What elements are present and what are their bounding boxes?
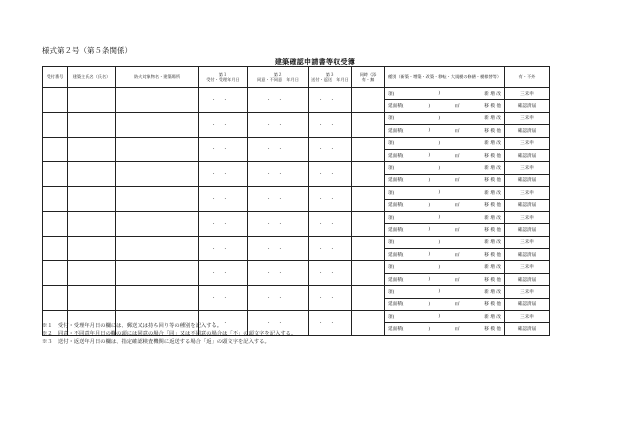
kind-new[interactable]: 新 [484,314,489,320]
kind-options [484,115,501,121]
cell-receipt-date[interactable]: ・・ [199,112,248,137]
cell-tag-bottom: 確認済届 [505,298,550,310]
kind-rebuild[interactable]: 改 [496,166,501,172]
cell-consent-date[interactable]: ・・ [248,236,309,261]
kind-model[interactable]: 模 [490,277,495,283]
kind-move[interactable]: 移 [484,203,489,209]
cell-kind-bottom [385,125,505,137]
cell-kind-top [385,112,505,124]
cell-tag-top: 三未申 [505,137,550,149]
kind-rebuild[interactable]: 改 [496,116,501,122]
cell-kind-top [385,261,505,273]
cell-tag-bottom: 確認済届 [505,224,550,236]
cell-kind-bottom [385,298,505,310]
kind-extend[interactable]: 増 [490,91,495,97]
kind-extend[interactable]: 増 [490,215,495,221]
kind-options [484,215,501,221]
paren-close: ) [438,215,441,221]
kou-label: 項( [388,314,395,320]
cell-tag-bottom: 確認済届 [505,100,550,112]
header-send-no: 第３ [325,71,335,77]
kind-options [484,289,501,295]
kind-rebuild[interactable]: 改 [496,215,501,221]
cell-tag-bottom: 確認済届 [505,273,550,285]
kind-new[interactable]: 新 [484,116,489,122]
kind-model[interactable]: 模 [490,302,495,308]
paren-close: ) [428,153,431,159]
cell-consent-date[interactable]: ・・ [248,311,309,336]
header-simultaneous-bottom: 有・無 [361,77,375,82]
cell-kind-top [385,88,505,100]
cell-tag-top: 三未申 [505,187,550,199]
header-kind: 種別（新築・増築・改築・移転・大規模の修繕・模様替等） [385,67,505,88]
cell-receipt-date[interactable]: ・・ [199,187,248,212]
cell-receipt-date[interactable]: ・・ [199,137,248,162]
kind-extend[interactable]: 増 [490,116,495,122]
paren-close: ) [428,177,431,183]
cell-send-date[interactable]: ・・ [309,162,352,187]
sqm-unit: ㎡ [454,153,460,159]
kind-extend[interactable]: 増 [490,314,495,320]
kind-move[interactable]: 移 [484,178,489,184]
footnotes [42,322,296,347]
kou-label: 項( [388,265,395,271]
kind-move[interactable]: 移 [484,252,489,258]
cell-simultaneous[interactable] [352,137,385,162]
cell-kind-top [385,286,505,298]
kind-extend[interactable]: 増 [490,190,495,196]
paren-close: ) [438,190,441,196]
cell-owner[interactable] [68,211,116,236]
kind-new[interactable]: 新 [484,289,489,295]
cell-consent-date[interactable]: ・・ [248,211,309,236]
cell-owner[interactable] [68,261,116,286]
kou-label: 項( [388,166,395,172]
cell-consent-date[interactable]: ・・ [248,261,309,286]
sqm-unit: ㎡ [454,203,460,209]
cell-number[interactable] [43,162,68,187]
cell-owner[interactable] [68,236,116,261]
cell-tag-bottom: 確認済届 [505,249,550,261]
kind-other[interactable]: 他 [496,104,501,110]
kind-new[interactable]: 新 [484,240,489,246]
header-receipt-date [199,67,248,88]
area-label: 延面積( [388,203,404,209]
kind-move[interactable]: 移 [484,104,489,110]
sqm-unit: ㎡ [454,178,460,184]
cell-receipt-date[interactable]: ・・ [199,311,248,336]
kind-other[interactable]: 他 [496,327,501,333]
table-row [43,162,550,174]
table-row [43,286,550,298]
table-header-row [43,67,550,88]
cell-tag-top: 三未申 [505,88,550,100]
cell-consent-date[interactable]: ・・ [248,162,309,187]
kind-options-2 [484,103,501,109]
cell-site[interactable] [116,137,199,162]
header-site: 防火対象物名・建築場所 [116,67,199,88]
cell-owner[interactable] [68,286,116,311]
cell-receipt-date[interactable]: ・・ [199,162,248,187]
kind-rebuild[interactable]: 改 [496,314,501,320]
cell-kind-top [385,137,505,149]
kind-options-2 [484,128,501,134]
kind-options-2 [484,202,501,208]
cell-kind-bottom [385,149,505,161]
paren-close: ) [428,202,431,208]
table-row [43,187,550,199]
kind-other[interactable]: 他 [496,128,501,134]
cell-simultaneous[interactable] [352,112,385,137]
kind-options-2 [484,326,501,332]
cell-number[interactable] [43,187,68,212]
paren-close: ) [438,314,441,320]
header-remarks: 有・不外 [505,67,550,88]
paren-close: ) [428,252,431,258]
kind-new[interactable]: 新 [484,141,489,147]
paren-close: ) [428,128,431,134]
footnote-1: ※１ 受付・受理年月日の欄には、郵送又は持ち回り等の種別を記入する。 [42,323,223,329]
header-simultaneous-top: 同時（添 [359,71,377,77]
sqm-unit: ㎡ [454,128,460,134]
cell-kind-bottom [385,100,505,112]
kind-extend[interactable]: 増 [490,240,495,246]
sqm-unit: ㎡ [454,104,460,110]
area-label: 延面積( [388,252,404,258]
kind-options [484,190,501,196]
kou-label: 項( [388,240,395,246]
kind-other[interactable]: 他 [496,178,501,184]
header-number: 受付番号 [43,67,68,88]
cell-kind-top [385,311,505,323]
cell-tag-bottom: 確認済届 [505,125,550,137]
kind-other[interactable]: 他 [496,153,501,159]
header-send-label: 送付・返送 年月日 [311,77,349,82]
kind-options [484,165,501,171]
sqm-unit: ㎡ [454,277,460,283]
kind-rebuild[interactable]: 改 [496,240,501,246]
cell-site[interactable] [116,261,199,286]
cell-receipt-date[interactable]: ・・ [199,261,248,286]
kind-model[interactable]: 模 [490,203,495,209]
cell-kind-bottom [385,199,505,211]
kind-other[interactable]: 他 [496,302,501,308]
kind-other[interactable]: 他 [496,203,501,209]
header-consent-no: 第２ [273,71,283,77]
table-row [43,88,550,100]
area-label: 延面積( [388,178,404,184]
cell-number[interactable] [43,112,68,137]
cell-number[interactable] [43,261,68,286]
kind-extend[interactable]: 増 [490,289,495,295]
kind-move[interactable]: 移 [484,128,489,134]
header-owner: 建築主氏名（氏名） [68,67,116,88]
header-send-date [309,67,352,88]
cell-kind-bottom [385,174,505,186]
kind-model[interactable]: 模 [490,153,495,159]
cell-simultaneous[interactable] [352,236,385,261]
cell-tag-top: 三未申 [505,286,550,298]
cell-kind-top [385,211,505,223]
paren-close: ) [438,165,441,171]
header-receipt-label: 受付・受理年月日 [206,77,240,82]
kind-move[interactable]: 移 [484,153,489,159]
kind-options-2 [484,227,501,233]
cell-receipt-date[interactable]: ・・ [199,211,248,236]
header-receipt-no: 第１ [218,71,228,77]
cell-consent-date[interactable]: ・・ [248,286,309,311]
area-label: 延面積( [388,128,404,134]
paren-close: ) [428,277,431,283]
kou-label: 項( [388,91,395,97]
area-label: 延面積( [388,153,404,159]
form-number-label: 様式第２号（第５条関係） [42,46,132,55]
kou-label: 項( [388,289,395,295]
cell-kind-top [385,236,505,248]
cell-receipt-date[interactable]: ・・ [199,286,248,311]
cell-tag-top: 三未申 [505,311,550,323]
cell-owner[interactable] [68,137,116,162]
kind-model[interactable]: 模 [490,327,495,333]
cell-kind-bottom [385,323,505,335]
kind-rebuild[interactable]: 改 [496,265,501,271]
kind-new[interactable]: 新 [484,190,489,196]
kind-new[interactable]: 新 [484,91,489,97]
sqm-unit: ㎡ [454,227,460,233]
kind-other[interactable]: 他 [496,277,501,283]
kind-model[interactable]: 模 [490,104,495,110]
paren-close: ) [438,140,441,146]
cell-kind-top [385,162,505,174]
table-row [43,137,550,149]
cell-consent-date[interactable]: ・・ [248,88,309,113]
cell-tag-top: 三未申 [505,162,550,174]
cell-send-date[interactable]: ・・ [309,187,352,212]
kind-move[interactable]: 移 [484,227,489,233]
kind-model[interactable]: 模 [490,178,495,184]
paren-close: ) [438,91,441,97]
cell-number[interactable] [43,137,68,162]
kind-rebuild[interactable]: 改 [496,289,501,295]
kind-options-2 [484,301,501,307]
cell-simultaneous[interactable] [352,187,385,212]
cell-site[interactable] [116,286,199,311]
cell-owner[interactable] [68,88,116,113]
cell-number[interactable] [43,88,68,113]
cell-simultaneous[interactable] [352,162,385,187]
kind-options [484,314,501,320]
ledger-body [43,88,550,336]
cell-kind-top [385,187,505,199]
sqm-unit: ㎡ [454,302,460,308]
cell-tag-bottom: 確認済届 [505,149,550,161]
sqm-unit: ㎡ [454,252,460,258]
kind-other[interactable]: 他 [496,227,501,233]
footnote-3: ※３ 送付・返送年月日の欄は、指定確認検査機関に返送する場合「返」の頭文字を記入する。 [42,339,270,346]
cell-number[interactable] [43,211,68,236]
cell-send-date[interactable]: ・・ [309,211,352,236]
cell-kind-bottom [385,249,505,261]
kind-model[interactable]: 模 [490,227,495,233]
cell-site[interactable] [116,88,199,113]
cell-tag-top: 三未申 [505,261,550,273]
kind-rebuild[interactable]: 改 [496,190,501,196]
cell-tag-top: 三未申 [505,211,550,223]
cell-owner[interactable] [68,187,116,212]
cell-consent-date[interactable]: ・・ [248,187,309,212]
area-label: 延面積( [388,302,404,308]
area-label: 延面積( [388,104,404,110]
kind-extend[interactable]: 増 [490,166,495,172]
kind-rebuild[interactable]: 改 [496,91,501,97]
cell-site[interactable] [116,187,199,212]
paren-close: ) [428,301,431,307]
cell-receipt-date[interactable]: ・・ [199,88,248,113]
cell-consent-date[interactable]: ・・ [248,112,309,137]
kind-new[interactable]: 新 [484,166,489,172]
kind-rebuild[interactable]: 改 [496,141,501,147]
cell-tag-top: 三未申 [505,112,550,124]
paren-close: ) [428,103,431,109]
paren-close: ) [438,115,441,121]
header-simultaneous [352,67,385,88]
cell-tag-bottom: 確認済届 [505,174,550,186]
cell-send-date[interactable]: ・・ [309,311,352,336]
kind-model[interactable]: 模 [490,252,495,258]
cell-kind-bottom [385,273,505,285]
header-consent-label: 同意・不同意 年月日 [257,77,299,82]
cell-site[interactable] [116,112,199,137]
kind-move[interactable]: 移 [484,327,489,333]
table-row [43,236,550,248]
footnote-2: ※２ 同意・不同意年月日の欄の頭には同意の場合「同」又は不同意の場合は「不」の頭文字を記入する。 [42,331,297,338]
table-row [43,211,550,223]
cell-send-date[interactable]: ・・ [309,137,352,162]
cell-site[interactable] [116,211,199,236]
cell-receipt-date[interactable]: ・・ [199,236,248,261]
kind-options-2 [484,153,501,159]
cell-send-date[interactable]: ・・ [309,236,352,261]
cell-tag-top: 三未申 [505,236,550,248]
area-label: 延面積( [388,227,404,233]
sqm-unit: ㎡ [454,327,460,333]
cell-simultaneous[interactable] [352,311,385,336]
cell-number[interactable] [43,236,68,261]
area-label: 延面積( [388,277,404,283]
header-consent-date [248,67,309,88]
cell-site[interactable] [116,236,199,261]
kou-label: 項( [388,190,395,196]
paren-close: ) [428,227,431,233]
kou-label: 項( [388,116,395,122]
kind-options [484,140,501,146]
cell-simultaneous[interactable] [352,261,385,286]
cell-number[interactable] [43,286,68,311]
kind-new[interactable]: 新 [484,265,489,271]
kind-other[interactable]: 他 [496,252,501,258]
cell-simultaneous[interactable] [352,211,385,236]
cell-owner[interactable] [68,162,116,187]
cell-kind-bottom [385,224,505,236]
kind-extend[interactable]: 増 [490,265,495,271]
paren-close: ) [428,326,431,332]
kind-extend[interactable]: 増 [490,141,495,147]
cell-send-date[interactable]: ・・ [309,286,352,311]
cell-tag-bottom: 確認済届 [505,323,550,335]
kind-options-2 [484,252,501,258]
kou-label: 項( [388,141,395,147]
kind-model[interactable]: 模 [490,128,495,134]
kind-options-2 [484,277,501,283]
paren-close: ) [438,289,441,295]
document-title: 建築確認申請書等収受簿 [274,57,356,66]
cell-owner[interactable] [68,112,116,137]
cell-site[interactable] [116,162,199,187]
table-row [43,112,550,124]
cell-tag-bottom: 確認済届 [505,199,550,211]
kind-options-2 [484,177,501,183]
table-row [43,261,550,273]
cell-consent-date[interactable]: ・・ [248,137,309,162]
cell-simultaneous[interactable] [352,286,385,311]
cell-simultaneous[interactable] [352,88,385,113]
kind-move[interactable]: 移 [484,302,489,308]
kind-options [484,264,501,270]
receipt-ledger-table [42,66,550,336]
kind-options [484,91,501,97]
cell-send-date[interactable]: ・・ [309,112,352,137]
kind-move[interactable]: 移 [484,277,489,283]
area-label: 延面積( [388,327,404,333]
cell-send-date[interactable]: ・・ [309,261,352,286]
paren-close: ) [438,264,441,270]
kind-new[interactable]: 新 [484,215,489,221]
cell-send-date[interactable]: ・・ [309,88,352,113]
paren-close: ) [438,239,441,245]
kind-options [484,239,501,245]
kou-label: 項( [388,215,395,221]
